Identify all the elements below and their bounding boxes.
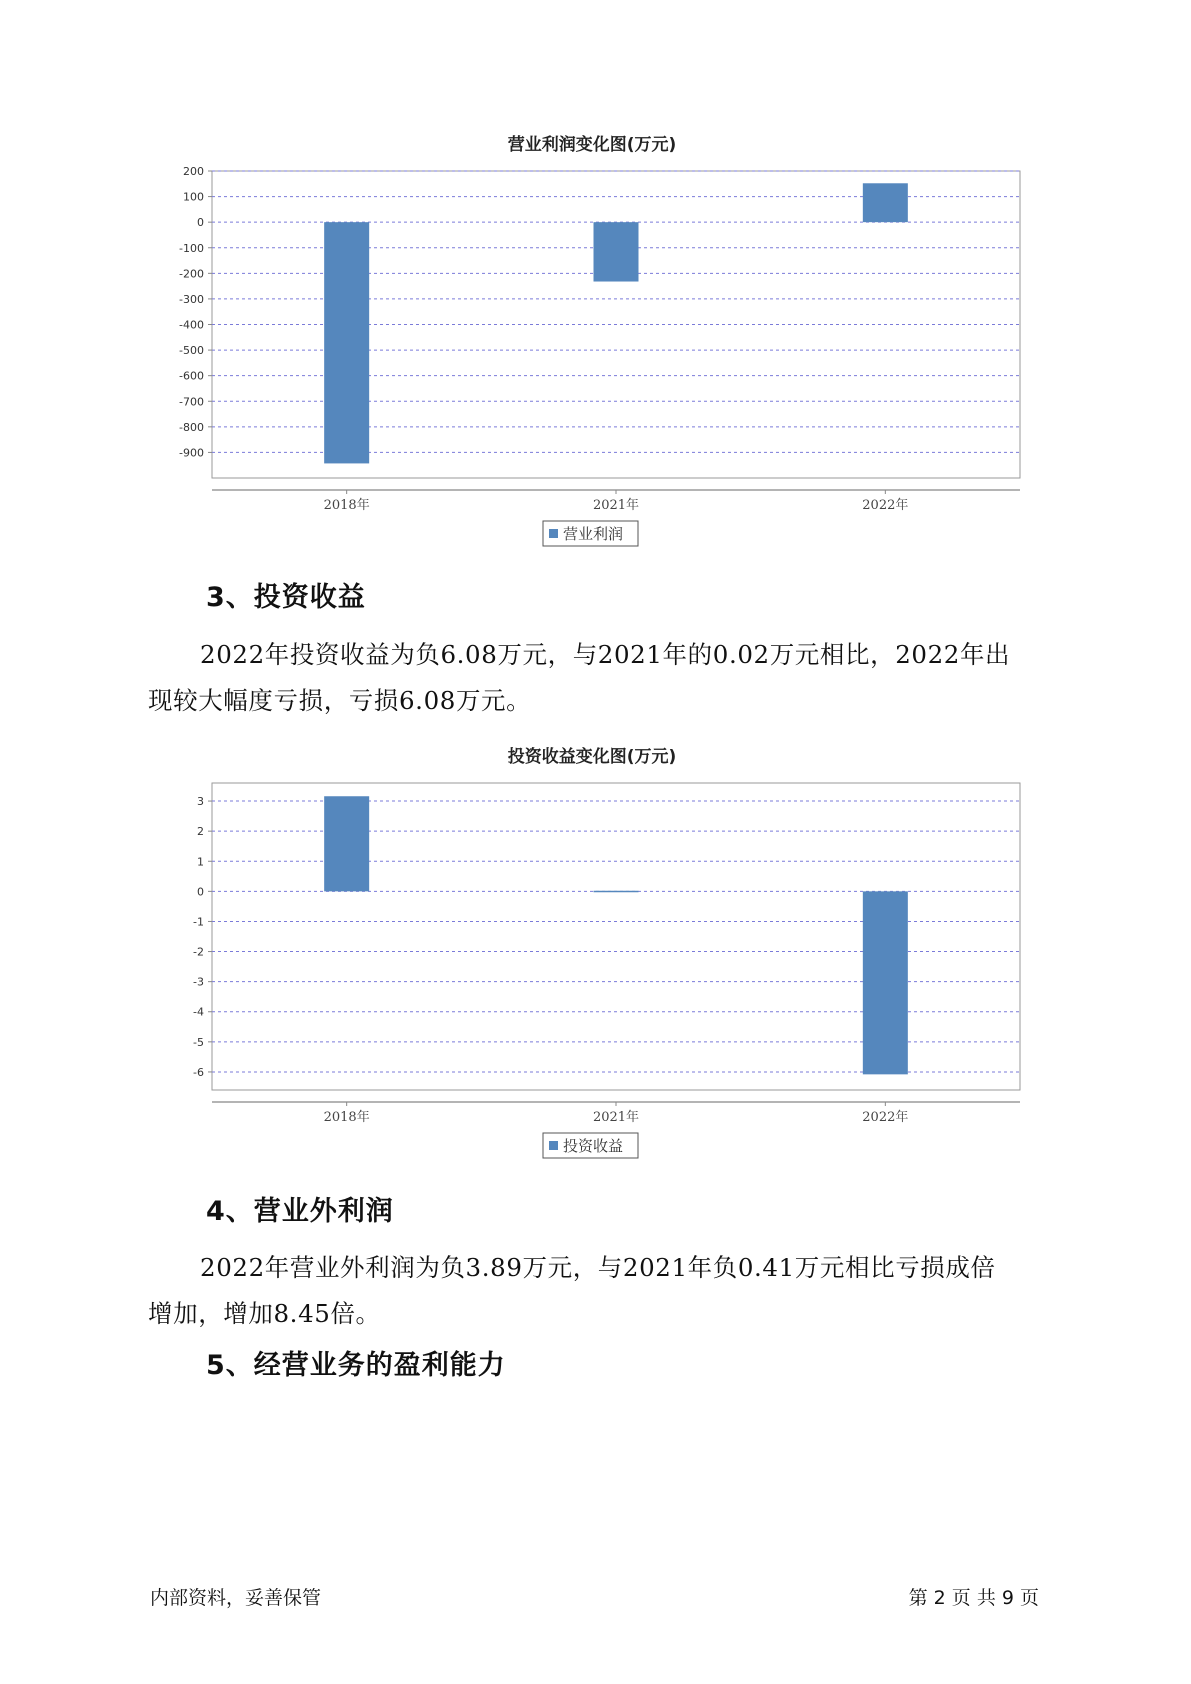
y-tick-label: 3 (197, 795, 204, 809)
section-3-line-1: 2022年投资收益为负6.08万元，与2021年的0.02万元相比，2022年出 (200, 640, 1011, 669)
section-3-heading: 3、投资收益 (206, 582, 366, 613)
bar-2018年 (324, 796, 369, 891)
x-tick-label: 2022年 (862, 1110, 909, 1125)
y-tick-label: 0 (197, 885, 204, 899)
y-tick-label: -5 (193, 1035, 204, 1049)
bar-2022年 (863, 891, 908, 1074)
y-tick-label: -900 (179, 446, 204, 460)
y-tick-label: -700 (179, 395, 204, 409)
investment-income-chart (150, 742, 1030, 1202)
investment-income-chart-svg (150, 742, 1030, 1202)
chart-title: 投资收益变化图(万元) (507, 747, 677, 767)
section-4-paragraph (148, 1245, 1048, 1337)
y-tick-label: 2 (197, 825, 204, 839)
y-tick-label: 200 (183, 165, 204, 178)
operating-profit-chart-svg (150, 130, 1030, 590)
legend-label: 投资收益 (563, 1137, 624, 1155)
y-tick-label: 0 (197, 216, 204, 230)
operating-profit-chart (150, 130, 1030, 590)
legend-swatch (549, 529, 558, 538)
legend-label: 营业利润 (563, 525, 624, 543)
section-5-heading: 5、经营业务的盈利能力 (206, 1350, 506, 1381)
y-tick-label: -800 (179, 420, 204, 434)
y-tick-label: -1 (193, 915, 204, 929)
footer-confidential: 内部资料，妥善保管 (150, 1587, 322, 1609)
y-tick-label: -500 (179, 344, 204, 358)
chart-title: 营业利润变化图(万元) (507, 135, 677, 155)
x-tick-label: 2022年 (862, 498, 909, 513)
legend-swatch (549, 1141, 558, 1150)
y-tick-label: -600 (179, 369, 204, 383)
y-tick-label: -4 (193, 1005, 204, 1019)
y-tick-label: -100 (179, 241, 204, 255)
x-tick-label: 2018年 (323, 1110, 370, 1125)
x-tick-label: 2018年 (323, 498, 370, 513)
y-tick-label: -400 (179, 318, 204, 332)
y-tick-label: 100 (183, 190, 204, 204)
y-tick-label: -200 (179, 267, 204, 281)
y-tick-label: 1 (197, 855, 204, 869)
bar-2021年 (594, 222, 639, 281)
section-4-line-2: 增加，增加8.45倍。 (148, 1299, 381, 1328)
y-tick-label: -300 (179, 292, 204, 306)
bar-2018年 (324, 222, 369, 463)
x-tick-label: 2021年 (592, 498, 640, 513)
bar-2022年 (863, 183, 908, 222)
y-tick-label: -2 (193, 945, 204, 959)
section-3-line-2: 现较大幅度亏损，亏损6.08万元。 (148, 686, 532, 715)
x-tick-label: 2021年 (592, 1110, 640, 1125)
section-3-paragraph (148, 632, 1048, 724)
y-tick-label: -6 (193, 1065, 204, 1079)
section-4-line-1: 2022年营业外利润为负3.89万元，与2021年负0.41万元相比亏损成倍 (200, 1253, 996, 1282)
bar-2021年 (594, 891, 639, 893)
footer-page-number: 第 2 页 共 9 页 (908, 1587, 1039, 1609)
y-tick-label: -3 (193, 975, 204, 989)
section-4-heading: 4、营业外利润 (206, 1196, 394, 1227)
